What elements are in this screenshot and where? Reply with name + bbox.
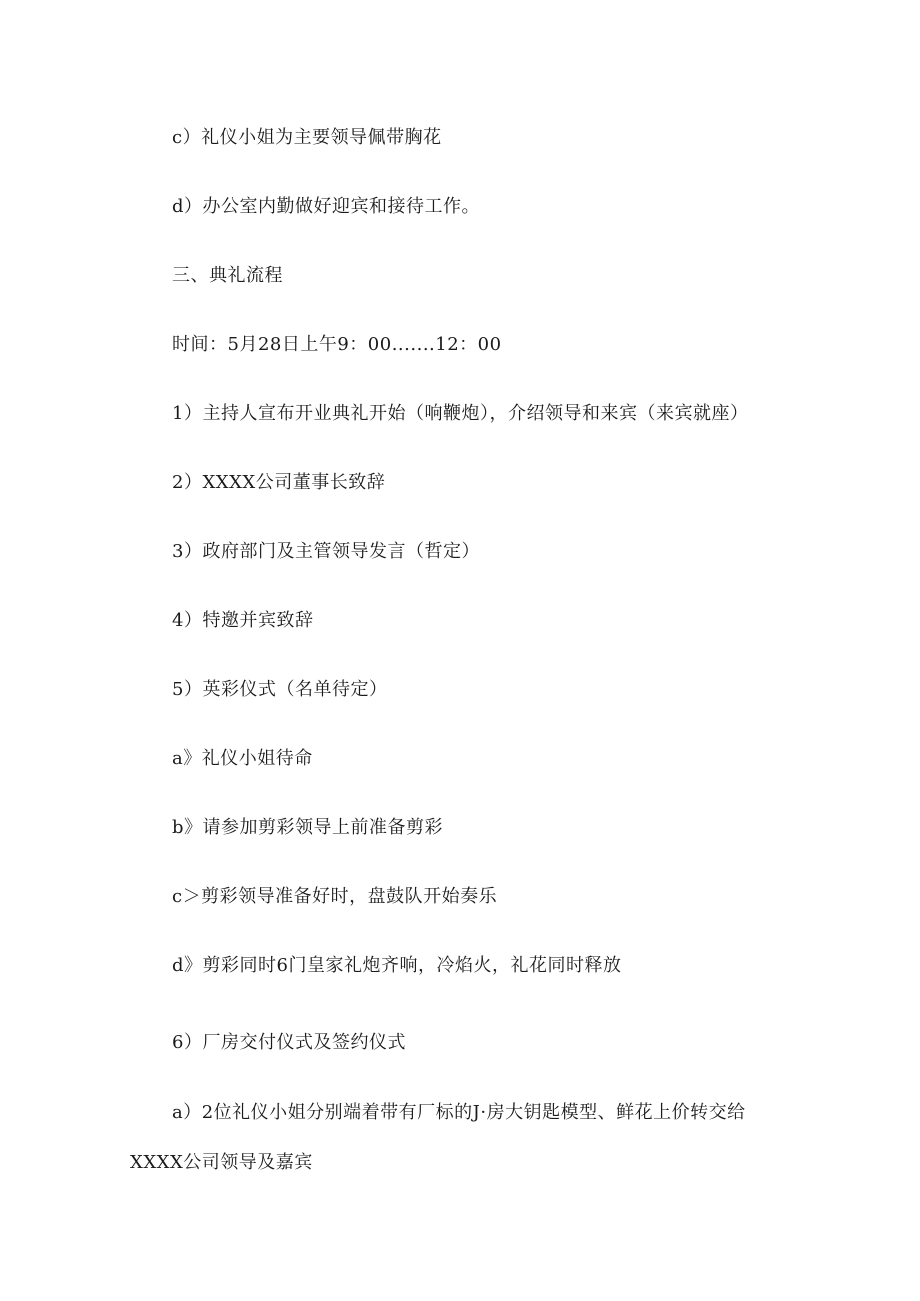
text-line-step-6: 6）厂房交付仪式及签约仪式: [172, 1032, 406, 1053]
text-line-c-corsage: c）礼仪小姐为主要领导佩带胸花: [172, 127, 442, 148]
text-line-step-4: 4）特邀并宾致辞: [172, 610, 314, 631]
text-line-step-6-a-continued: XXXX公司领导及嘉宾: [130, 1152, 313, 1173]
section-heading-ceremony-process: 三、典礼流程: [172, 265, 283, 286]
text-line-step-1: 1）主持人宣布开业典礼开始（响鞭炮），介绍领导和来宾（来宾就座）: [172, 403, 749, 424]
text-line-sub-d: d》剪彩同时6门皇家礼炮齐响，冷焰火，礼花同时释放: [172, 955, 622, 976]
text-line-step-5: 5）英彩仪式（名单待定）: [172, 679, 388, 700]
text-line-step-3: 3）政府部门及主管领导发言（哲定）: [172, 541, 480, 562]
text-line-sub-c: c＞剪彩领导准备好时，盘鼓队开始奏乐: [172, 886, 498, 907]
text-line-step-6-a: a）2位礼仪小姐分别端着带有厂标的J·房大钥匙模型、鲜花上价转交给: [172, 1102, 746, 1123]
text-line-sub-a: a》礼仪小姐待命: [172, 748, 313, 769]
text-line-time: 时间：5月28日上午9：00.......12：00: [172, 334, 502, 355]
text-line-d-reception: d）办公室内勤做好迎宾和接待工作。: [172, 196, 481, 217]
text-line-step-2: 2）XXXX公司董事长致辞: [172, 472, 386, 493]
text-line-sub-b: b》请参加剪彩领导上前准备剪彩: [172, 817, 444, 838]
